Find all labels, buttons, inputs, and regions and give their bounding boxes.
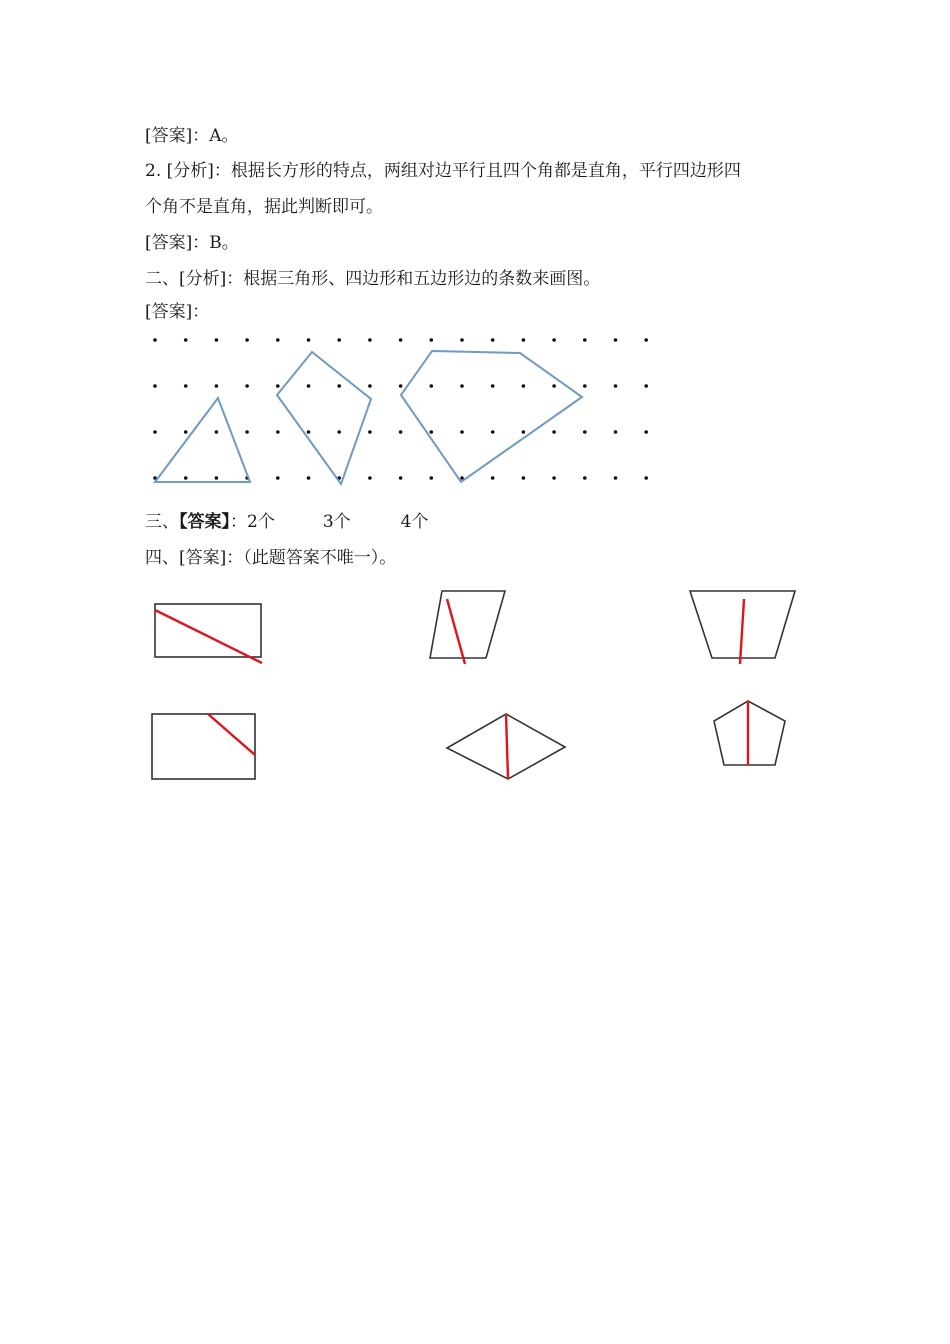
grid-dot <box>153 384 157 388</box>
cut-pentagon <box>707 695 797 773</box>
dot-grid-triangle <box>155 398 250 482</box>
grid-dot <box>276 476 280 480</box>
grid-dot <box>430 476 434 480</box>
grid-dot <box>522 338 526 342</box>
grid-dot <box>368 384 372 388</box>
dot-grid-figure <box>140 330 660 490</box>
grid-dot <box>491 430 495 434</box>
grid-dot <box>276 430 280 434</box>
grid-dot <box>460 430 464 434</box>
part3-value-2: 3个 <box>322 512 351 532</box>
grid-dot <box>522 384 526 388</box>
grid-dot <box>184 430 188 434</box>
grid-dot <box>307 430 311 434</box>
grid-dot <box>614 430 618 434</box>
grid-dot <box>184 338 188 342</box>
cut-rectangle-2 <box>147 708 262 786</box>
cut-rhombus <box>442 708 572 786</box>
grid-dot <box>215 476 219 480</box>
grid-dot <box>245 430 249 434</box>
grid-dot <box>368 338 372 342</box>
grid-dot <box>153 430 157 434</box>
grid-dot <box>552 384 556 388</box>
grid-dot <box>522 476 526 480</box>
grid-dot <box>307 476 311 480</box>
grid-dot <box>184 384 188 388</box>
grid-dot <box>430 338 434 342</box>
grid-dot <box>491 338 495 342</box>
dot-grid-quadrilateral <box>277 352 371 484</box>
q2-answer: [答案]：B。 <box>145 233 239 253</box>
grid-dot <box>644 338 648 342</box>
part3-value-1: 2个 <box>247 512 275 532</box>
part2-analysis: 二、[分析]：根据三角形、四边形和五边形边的条数来画图。 <box>145 269 601 289</box>
grid-dot <box>552 338 556 342</box>
part4-answer: 四、[答案]：（此题答案不唯一）。 <box>145 548 397 568</box>
q2-analysis-line2: 个角不是直角，据此判断即可。 <box>145 197 383 217</box>
grid-dot <box>215 338 219 342</box>
grid-dot <box>522 430 526 434</box>
grid-dot <box>552 430 556 434</box>
grid-dot <box>583 476 587 480</box>
grid-dot <box>337 338 341 342</box>
cut-trapezoid <box>685 585 800 670</box>
grid-dot <box>215 430 219 434</box>
part3-colon: ： <box>230 512 247 532</box>
grid-dot <box>644 476 648 480</box>
grid-dot <box>430 430 434 434</box>
grid-dot <box>583 338 587 342</box>
grid-dot <box>307 338 311 342</box>
grid-dot <box>614 338 618 342</box>
grid-dot <box>399 430 403 434</box>
q2-analysis-line1: 2. [分析]：根据长方形的特点，两组对边平行且四个角都是直角，平行四边形四 <box>145 161 741 181</box>
grid-dot <box>552 476 556 480</box>
cut-parallelogram <box>425 585 515 665</box>
grid-dot <box>245 338 249 342</box>
grid-dot <box>399 476 403 480</box>
grid-dot <box>368 476 372 480</box>
grid-dot <box>184 476 188 480</box>
grid-dot <box>245 384 249 388</box>
grid-dot <box>644 384 648 388</box>
grid-dot <box>583 430 587 434</box>
grid-dot <box>491 384 495 388</box>
grid-dot <box>491 476 495 480</box>
grid-dot <box>614 476 618 480</box>
grid-dot <box>460 384 464 388</box>
dot-grid-pentagon <box>401 351 582 482</box>
part2-answer: [答案]： <box>145 302 210 322</box>
grid-dot <box>307 384 311 388</box>
dot-grid <box>153 338 648 480</box>
q1-answer: [答案]：A。 <box>145 126 239 146</box>
grid-dot <box>644 430 648 434</box>
grid-dot <box>337 384 341 388</box>
grid-dot <box>276 384 280 388</box>
grid-dot <box>460 338 464 342</box>
cut-rectangle-1 <box>150 598 270 668</box>
part3-answer <box>145 510 428 534</box>
part3-prefix: 三、 <box>145 512 179 532</box>
grid-dot <box>399 338 403 342</box>
grid-dot <box>215 384 219 388</box>
grid-dot <box>276 338 280 342</box>
part3-value-3: 4个 <box>400 512 429 532</box>
grid-dot <box>430 384 434 388</box>
part3-label: 【答案】 <box>179 512 230 532</box>
grid-dot <box>368 430 372 434</box>
grid-dot <box>399 384 403 388</box>
grid-dot <box>614 384 618 388</box>
grid-dot <box>583 384 587 388</box>
grid-dot <box>153 338 157 342</box>
grid-dot <box>337 430 341 434</box>
